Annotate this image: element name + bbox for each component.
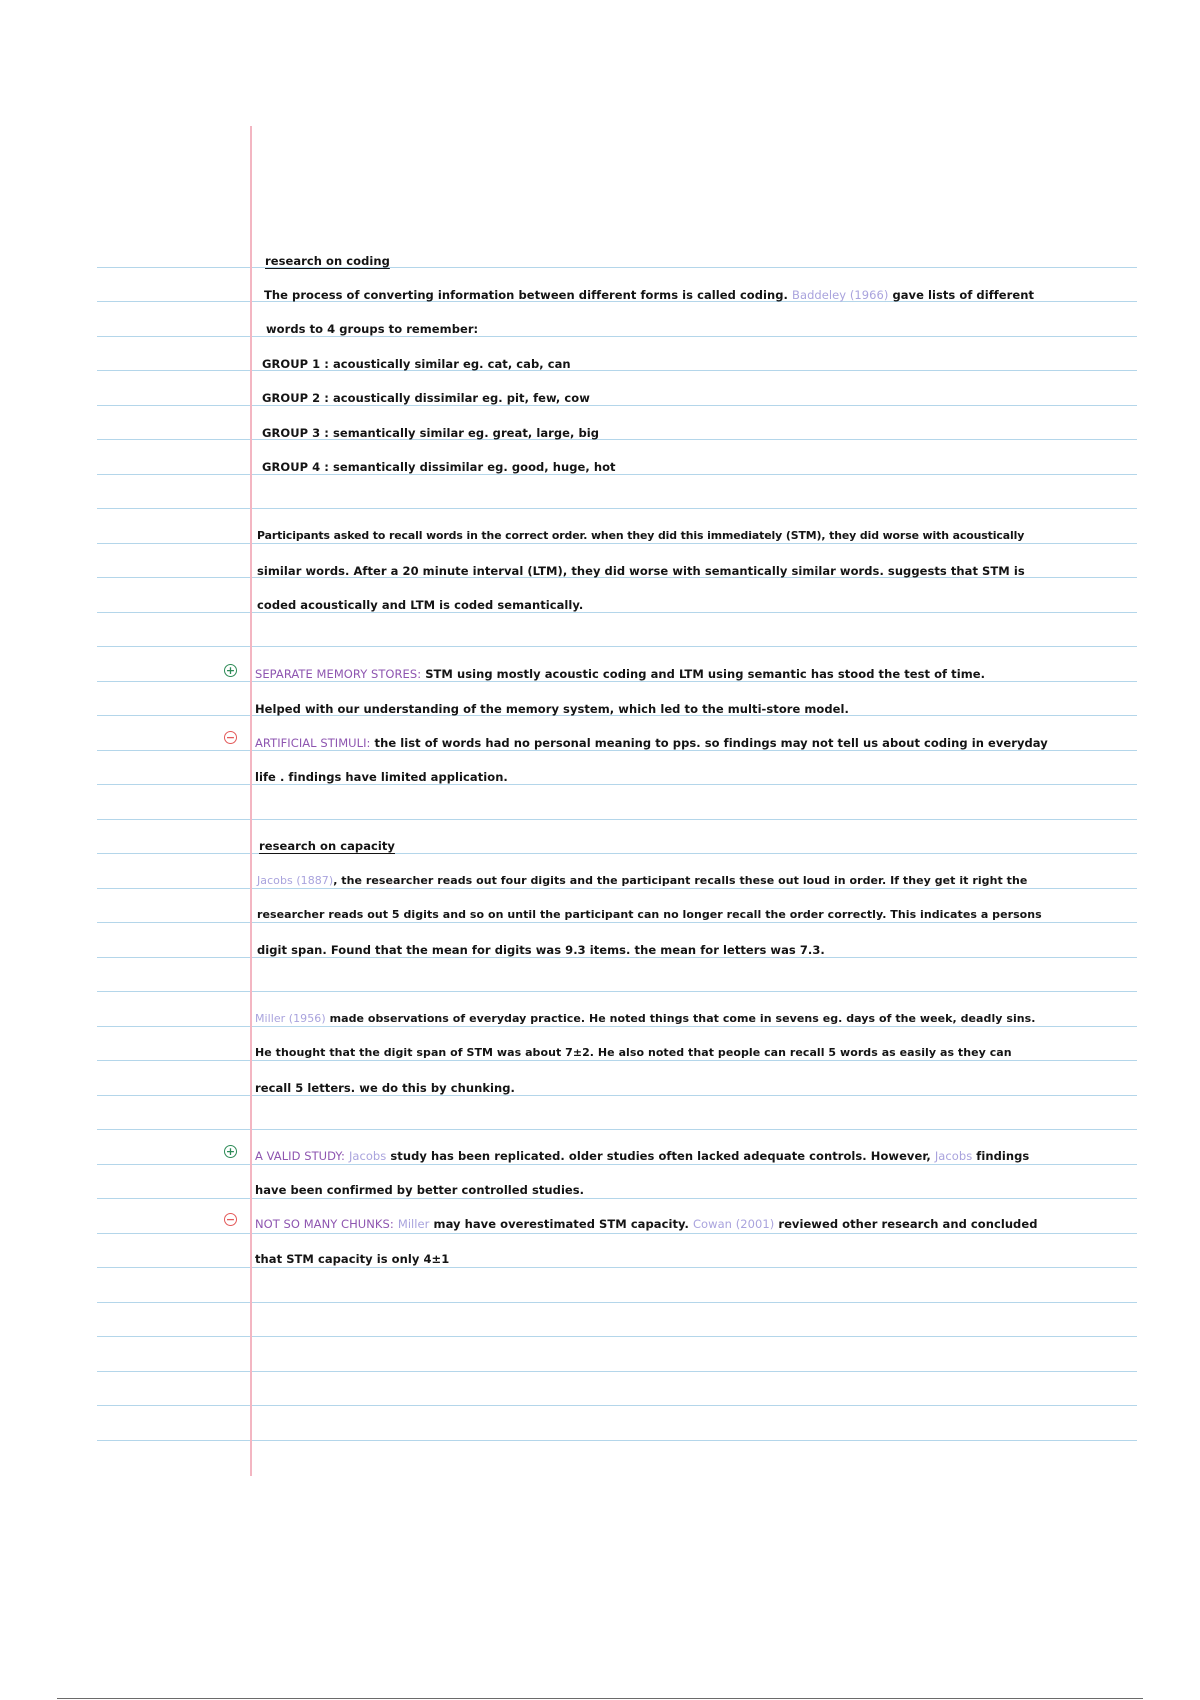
ruled-line: [97, 853, 1137, 854]
eval-con-line-2: that STM capacity is only 4±1: [255, 1252, 450, 1266]
page-footer-line: [57, 1698, 1143, 1699]
findings-line: Participants asked to recall words in the correct order. when they did this immediately (STM), they did worse with acoustically: [257, 529, 1025, 542]
citation-miller: Miller: [397, 1217, 430, 1231]
findings-line: coded acoustically and LTM is coded semantically.: [257, 598, 584, 612]
eval-label: NOT SO MANY CHUNKS:: [255, 1217, 394, 1231]
miller-line-3: recall 5 letters. we do this by chunking.: [255, 1081, 515, 1095]
eval-text: study has been replicated. older studies often lacked adequate controls. However,: [390, 1149, 931, 1163]
findings-line: similar words. After a 20 minute interval (LTM), they did worse with semantically similar words. suggests that STM is: [257, 564, 1025, 578]
eval-pro-line-1: [255, 666, 985, 682]
citation-miller: Miller (1956): [255, 1012, 326, 1025]
eval-con-line-1: [255, 735, 1048, 751]
citation-jacobs: Jacobs (1887): [257, 874, 334, 887]
citation-jacobs: Jacobs: [348, 1149, 387, 1163]
eval-label: A VALID STUDY:: [255, 1149, 345, 1163]
ruled-line: [97, 1095, 1137, 1096]
eval-pro-line-1: [255, 1148, 1029, 1164]
miller-line-2: He thought that the digit span of STM was about 7±2. He also noted that people can recall 5 words as easily as they can: [255, 1046, 1012, 1059]
miller-text: made observations of everyday practice. He noted things that come in sevens eg. days of the week, deadly sins.: [329, 1012, 1036, 1025]
ruled-line: [97, 1198, 1137, 1199]
eval-text: the list of words had no personal meaning to pps. so findings may not tell us about coding in everyday: [374, 736, 1048, 750]
ruled-line: [97, 474, 1137, 475]
eval-text-cont: findings: [976, 1149, 1030, 1163]
intro-text-cont: gave lists of different: [892, 288, 1035, 302]
eval-text: STM using mostly acoustic coding and LTM using semantic has stood the test of time.: [425, 667, 986, 681]
ruled-line: [97, 1302, 1137, 1303]
jacobs-line-3: digit span. Found that the mean for digits was 9.3 items. the mean for letters was 7.3.: [257, 943, 825, 957]
citation-baddeley: Baddeley (1966): [792, 288, 889, 302]
plus-circle-icon: +: [225, 1145, 236, 1158]
eval-pro-line-2: Helped with our understanding of the memory system, which led to the multi-store model.: [255, 702, 849, 716]
citation-jacobs: Jacobs: [934, 1149, 973, 1163]
jacobs-line-1: [257, 873, 1027, 889]
group-item: GROUP 3 : semantically similar eg. great, large, big: [262, 426, 600, 440]
citation-cowan: Cowan (2001): [692, 1217, 775, 1231]
ruled-line: [97, 1371, 1137, 1372]
jacobs-line-2: researcher reads out 5 digits and so on until the participant can no longer recall the order correctly. This indicates a persons: [257, 908, 1042, 921]
group-item: GROUP 1 : acoustically similar eg. cat, cab, can: [262, 357, 571, 371]
ruled-line: [97, 370, 1137, 371]
ruled-line: [97, 508, 1137, 509]
ruled-line: [97, 405, 1137, 406]
coding-heading: research on coding: [265, 254, 390, 268]
ruled-line: [97, 439, 1137, 440]
coding-intro-line-1: [264, 287, 1034, 303]
ruled-line: [97, 1405, 1137, 1406]
eval-con-line-1: [255, 1216, 1037, 1232]
ruled-line: [97, 1267, 1137, 1268]
eval-text-cont: reviewed other research and concluded: [778, 1217, 1038, 1231]
ruled-line: [97, 991, 1137, 992]
eval-label: SEPARATE MEMORY STORES:: [255, 667, 422, 681]
group-item: GROUP 4 : semantically dissimilar eg. good, huge, hot: [262, 460, 616, 474]
capacity-heading: research on capacity: [259, 839, 395, 853]
eval-text: may have overestimated STM capacity.: [433, 1217, 689, 1231]
plus-circle-icon: +: [225, 664, 236, 677]
jacobs-text: , the researcher reads out four digits and the participant recalls these out loud in order. If they get it right the: [333, 874, 1028, 887]
ruled-line: [97, 336, 1137, 337]
ruled-line: [97, 1336, 1137, 1337]
eval-pro-line-2: have been confirmed by better controlled studies.: [255, 1183, 585, 1197]
margin-line: [250, 126, 252, 1476]
miller-line-1: [255, 1011, 1036, 1027]
eval-con-line-2: life . findings have limited application.: [255, 770, 508, 784]
minus-circle-icon: −: [225, 731, 236, 744]
group-item: GROUP 2 : acoustically dissimilar eg. pit, few, cow: [262, 391, 590, 405]
ruled-line: [97, 784, 1137, 785]
ruled-line: [97, 612, 1137, 613]
ruled-line: [97, 1164, 1137, 1165]
ruled-line: [97, 646, 1137, 647]
minus-circle-icon: −: [225, 1213, 236, 1226]
ruled-line: [97, 1233, 1137, 1234]
intro-text: The process of converting information between different forms is called coding.: [264, 288, 788, 302]
ruled-line: [97, 1440, 1137, 1441]
ruled-line: [97, 267, 1137, 268]
ruled-line: [97, 819, 1137, 820]
eval-label: ARTIFICIAL STIMULI:: [255, 736, 371, 750]
coding-intro-line-2: words to 4 groups to remember:: [266, 322, 479, 336]
ruled-line: [97, 1129, 1137, 1130]
